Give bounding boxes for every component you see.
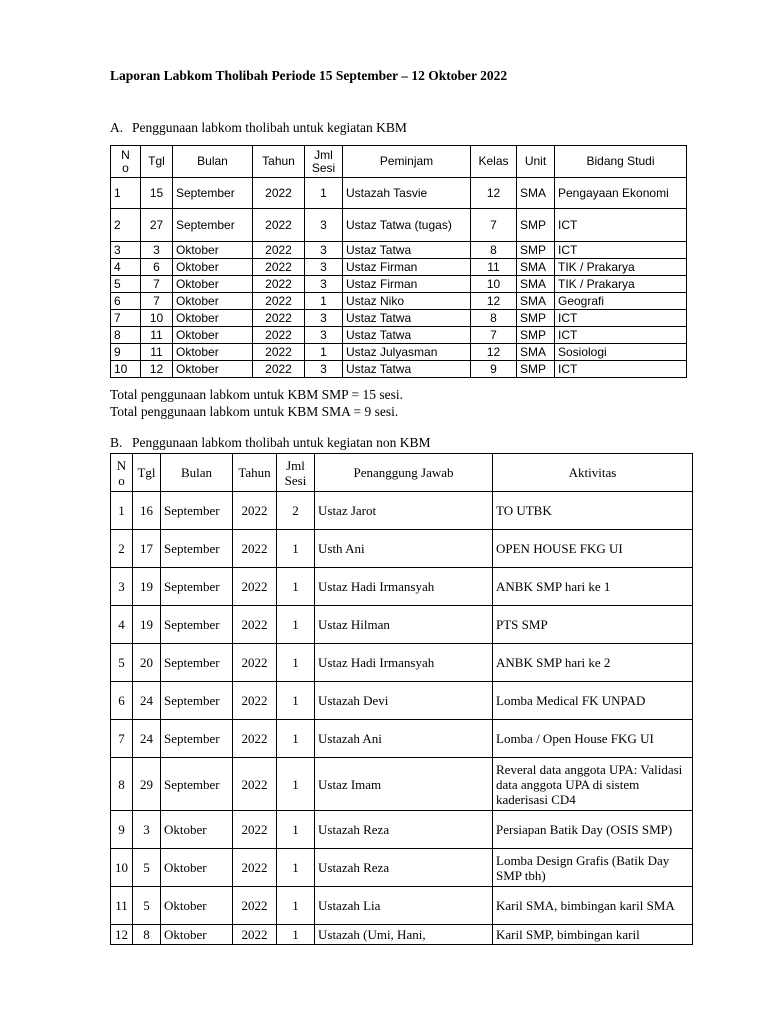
table-cell: 7	[141, 293, 173, 310]
table-cell: 10	[471, 276, 517, 293]
table-cell: September	[173, 178, 253, 209]
table-cell: Oktober	[173, 344, 253, 361]
table-cell: 7	[111, 720, 133, 758]
table-row	[111, 530, 693, 568]
table-cell: 2	[111, 209, 141, 242]
non-kbm-usage-table	[110, 453, 693, 945]
section-b-heading	[110, 435, 430, 451]
table-cell: Ustaz Tatwa (tugas)	[343, 209, 471, 242]
column-header: No	[111, 454, 133, 492]
table-cell: 7	[111, 310, 141, 327]
table-cell: 15	[141, 178, 173, 209]
column-header: Tgl	[141, 146, 173, 178]
table-cell: Ustaz Imam	[315, 758, 493, 811]
table-cell: 1	[277, 568, 315, 606]
table-cell: 1	[277, 811, 315, 849]
table-cell: 11	[141, 327, 173, 344]
table-row	[111, 178, 687, 209]
table-cell: 1	[111, 178, 141, 209]
table-cell: ANBK SMP hari ke 1	[493, 568, 693, 606]
table-cell: September	[161, 530, 233, 568]
table-cell: 7	[141, 276, 173, 293]
column-header: Kelas	[471, 146, 517, 178]
table-cell: 5	[111, 644, 133, 682]
table-cell: Oktober	[161, 811, 233, 849]
table-row	[111, 811, 693, 849]
table-cell: 19	[133, 568, 161, 606]
table-row	[111, 344, 687, 361]
table-row	[111, 925, 693, 945]
table-cell: 5	[133, 849, 161, 887]
column-header: Unit	[517, 146, 555, 178]
table-row	[111, 568, 693, 606]
table-cell: Lomba Design Grafis (Batik Day SMP tbh)	[493, 849, 693, 887]
table-cell: September	[173, 209, 253, 242]
table-cell: SMP	[517, 209, 555, 242]
table-cell: Oktober	[173, 327, 253, 344]
table-row	[111, 644, 693, 682]
table-cell: 11	[111, 887, 133, 925]
table-cell: 10	[111, 361, 141, 378]
table-cell: ICT	[555, 327, 687, 344]
table-cell: 2	[277, 492, 315, 530]
table-cell: Ustaz Julyasman	[343, 344, 471, 361]
table-cell: 11	[141, 344, 173, 361]
column-header: Bidang Studi	[555, 146, 687, 178]
table-cell: Ustaz Hadi Irmansyah	[315, 644, 493, 682]
table-cell: September	[161, 606, 233, 644]
report-title: Laporan Labkom Tholibah Periode 15 September – 12 Oktober 2022	[110, 68, 508, 83]
table-cell: September	[161, 758, 233, 811]
table-cell: 4	[111, 259, 141, 276]
table-row	[111, 209, 687, 242]
table-cell: 27	[141, 209, 173, 242]
table-cell: 6	[111, 293, 141, 310]
table-cell: 20	[133, 644, 161, 682]
section-a-heading	[110, 120, 407, 136]
table-cell: Lomba / Open House FKG UI	[493, 720, 693, 758]
table-cell: 5	[111, 276, 141, 293]
table-cell: 2	[111, 530, 133, 568]
table-cell: 2022	[253, 361, 305, 378]
table-cell: 2022	[253, 259, 305, 276]
table-cell: 1	[277, 682, 315, 720]
table-cell: Oktober	[173, 293, 253, 310]
table-cell: Sosiologi	[555, 344, 687, 361]
table-row	[111, 849, 693, 887]
table-cell: Oktober	[161, 887, 233, 925]
table-cell: 2022	[253, 209, 305, 242]
column-header: Bulan	[161, 454, 233, 492]
table-cell: 9	[471, 361, 517, 378]
table-cell: 7	[471, 327, 517, 344]
table-row	[111, 327, 687, 344]
column-header: Peminjam	[343, 146, 471, 178]
table-cell: 2022	[233, 811, 277, 849]
table-cell: Oktober	[173, 310, 253, 327]
table-row	[111, 259, 687, 276]
table-cell: Geografi	[555, 293, 687, 310]
table-cell: Karil SMA, bimbingan karil SMA	[493, 887, 693, 925]
table-cell: 9	[111, 811, 133, 849]
table-cell: September	[161, 568, 233, 606]
table-row	[111, 720, 693, 758]
table-cell: Ustazah Reza	[315, 849, 493, 887]
table-cell: 1	[277, 849, 315, 887]
table-cell: 2022	[233, 492, 277, 530]
table-cell: 3	[305, 276, 343, 293]
table-header-row	[111, 146, 687, 178]
table-cell: 1	[305, 178, 343, 209]
table-cell: PTS SMP	[493, 606, 693, 644]
table-cell: Oktober	[173, 259, 253, 276]
section-a-title: Penggunaan labkom tholibah untuk kegiatan KBM	[132, 120, 407, 135]
table-cell: TIK / Prakarya	[555, 259, 687, 276]
table-cell: 3	[141, 242, 173, 259]
table-cell: 24	[133, 682, 161, 720]
table-cell: 1	[277, 644, 315, 682]
table-cell: 1	[277, 887, 315, 925]
column-header: Tahun	[253, 146, 305, 178]
table-cell: Usth Ani	[315, 530, 493, 568]
table-cell: 3	[111, 568, 133, 606]
column-header: Jml Sesi	[305, 146, 343, 178]
table-cell: 2022	[233, 530, 277, 568]
table-cell: ICT	[555, 310, 687, 327]
table-cell: 10	[141, 310, 173, 327]
table-cell: 1	[305, 344, 343, 361]
table-cell: TIK / Prakarya	[555, 276, 687, 293]
table-cell: Ustaz Tatwa	[343, 242, 471, 259]
table-cell: 24	[133, 720, 161, 758]
table-cell: TO UTBK	[493, 492, 693, 530]
table-cell: 19	[133, 606, 161, 644]
table-cell: 10	[111, 849, 133, 887]
table-cell: ANBK SMP hari ke 2	[493, 644, 693, 682]
table-row	[111, 887, 693, 925]
table-cell: Pengayaan Ekonomi	[555, 178, 687, 209]
table-row	[111, 276, 687, 293]
table-cell: Ustaz Tatwa	[343, 327, 471, 344]
table-cell: Ustaz Tatwa	[343, 361, 471, 378]
table-cell: 2022	[233, 682, 277, 720]
table-cell: 8	[111, 758, 133, 811]
table-cell: 12	[111, 925, 133, 945]
table-cell: 2022	[253, 276, 305, 293]
table-cell: SMA	[517, 276, 555, 293]
table-cell: 9	[111, 344, 141, 361]
table-cell: 8	[111, 327, 141, 344]
table-cell: SMA	[517, 293, 555, 310]
table-cell: 2022	[233, 644, 277, 682]
column-header: Tahun	[233, 454, 277, 492]
table-cell: 2022	[233, 887, 277, 925]
kbm-usage-table	[110, 145, 687, 378]
table-header-row	[111, 454, 693, 492]
table-cell: SMP	[517, 361, 555, 378]
table-cell: 3	[133, 811, 161, 849]
table-cell: Ustazah (Umi, Hani,	[315, 925, 493, 945]
table-cell: 2022	[233, 606, 277, 644]
column-header: Jml Sesi	[277, 454, 315, 492]
table-cell: 6	[111, 682, 133, 720]
table-cell: Ustaz Firman	[343, 276, 471, 293]
table-row	[111, 606, 693, 644]
table-cell: 11	[471, 259, 517, 276]
table-cell: 12	[471, 293, 517, 310]
table-cell: ICT	[555, 242, 687, 259]
table-cell: Oktober	[173, 361, 253, 378]
table-cell: 2022	[233, 925, 277, 945]
table-cell: 2022	[253, 344, 305, 361]
table-cell: 12	[141, 361, 173, 378]
table-cell: Ustaz Niko	[343, 293, 471, 310]
table-cell: 16	[133, 492, 161, 530]
table-cell: September	[161, 682, 233, 720]
table-cell: 1	[277, 530, 315, 568]
section-b-label: B.	[110, 435, 123, 450]
table-cell: 1	[277, 606, 315, 644]
table-cell: Reveral data anggota UPA: Validasi data anggota UPA di sistem kaderisasi CD4	[493, 758, 693, 811]
table-cell: 12	[471, 344, 517, 361]
table-cell: Ustazah Tasvie	[343, 178, 471, 209]
table-cell: 1	[111, 492, 133, 530]
table-cell: Oktober	[161, 849, 233, 887]
table-cell: SMP	[517, 242, 555, 259]
column-header: Bulan	[173, 146, 253, 178]
column-header: Penanggung Jawab	[315, 454, 493, 492]
table-cell: Oktober	[173, 242, 253, 259]
table-cell: ICT	[555, 209, 687, 242]
table-cell: 4	[111, 606, 133, 644]
table-cell: 17	[133, 530, 161, 568]
table-cell: 1	[277, 925, 315, 945]
table-cell: SMA	[517, 178, 555, 209]
table-cell: 3	[305, 327, 343, 344]
table-cell: 1	[277, 758, 315, 811]
table-cell: SMP	[517, 310, 555, 327]
table-cell: Persiapan Batik Day (OSIS SMP)	[493, 811, 693, 849]
table-cell: 8	[133, 925, 161, 945]
table-cell: 2022	[253, 327, 305, 344]
table-cell: Oktober	[161, 925, 233, 945]
table-cell: 2022	[253, 178, 305, 209]
total-sma-text: Total penggunaan labkom untuk KBM SMA = 9 sesi.	[110, 404, 399, 419]
table-cell: Ustaz Jarot	[315, 492, 493, 530]
total-smp-text: Total penggunaan labkom untuk KBM SMP = 15 sesi.	[110, 387, 404, 402]
table-row	[111, 492, 693, 530]
table-cell: 1	[305, 293, 343, 310]
column-header: No	[111, 146, 141, 178]
table-cell: Ustazah Lia	[315, 887, 493, 925]
table-row	[111, 361, 687, 378]
table-cell: Lomba Medical FK UNPAD	[493, 682, 693, 720]
table-cell: SMP	[517, 327, 555, 344]
table-cell: 2022	[233, 568, 277, 606]
table-row	[111, 682, 693, 720]
table-cell: September	[161, 644, 233, 682]
table-cell: September	[161, 720, 233, 758]
table-cell: Ustaz Firman	[343, 259, 471, 276]
table-cell: 2022	[253, 242, 305, 259]
table-cell: Ustazah Reza	[315, 811, 493, 849]
table-cell: OPEN HOUSE FKG UI	[493, 530, 693, 568]
table-cell: 12	[471, 178, 517, 209]
table-cell: 7	[471, 209, 517, 242]
table-cell: Ustaz Hilman	[315, 606, 493, 644]
table-cell: 1	[277, 720, 315, 758]
table-cell: 6	[141, 259, 173, 276]
section-a-label: A.	[110, 120, 124, 135]
table-cell: 2022	[233, 849, 277, 887]
section-b-title: Penggunaan labkom tholibah untuk kegiatan non KBM	[132, 435, 431, 450]
table-cell: 29	[133, 758, 161, 811]
table-cell: Ustaz Hadi Irmansyah	[315, 568, 493, 606]
table-cell: Karil SMP, bimbingan karil	[493, 925, 693, 945]
table-cell: September	[161, 492, 233, 530]
table-cell: 5	[133, 887, 161, 925]
table-cell: 8	[471, 310, 517, 327]
table-row	[111, 758, 693, 811]
table-row	[111, 242, 687, 259]
table-cell: Ustazah Ani	[315, 720, 493, 758]
table-cell: 3	[305, 259, 343, 276]
table-cell: 3	[305, 361, 343, 378]
table-row	[111, 310, 687, 327]
table-cell: SMA	[517, 344, 555, 361]
table-cell: Ustaz Tatwa	[343, 310, 471, 327]
table-cell: 3	[305, 242, 343, 259]
table-cell: 2022	[233, 720, 277, 758]
table-row	[111, 293, 687, 310]
table-cell: 3	[111, 242, 141, 259]
column-header: Aktivitas	[493, 454, 693, 492]
table-cell: 8	[471, 242, 517, 259]
table-cell: 3	[305, 209, 343, 242]
table-cell: ICT	[555, 361, 687, 378]
column-header: Tgl	[133, 454, 161, 492]
table-cell: 3	[305, 310, 343, 327]
table-cell: 2022	[233, 758, 277, 811]
table-cell: 2022	[253, 310, 305, 327]
table-cell: Ustazah Devi	[315, 682, 493, 720]
table-cell: 2022	[253, 293, 305, 310]
table-cell: Oktober	[173, 276, 253, 293]
table-cell: SMA	[517, 259, 555, 276]
